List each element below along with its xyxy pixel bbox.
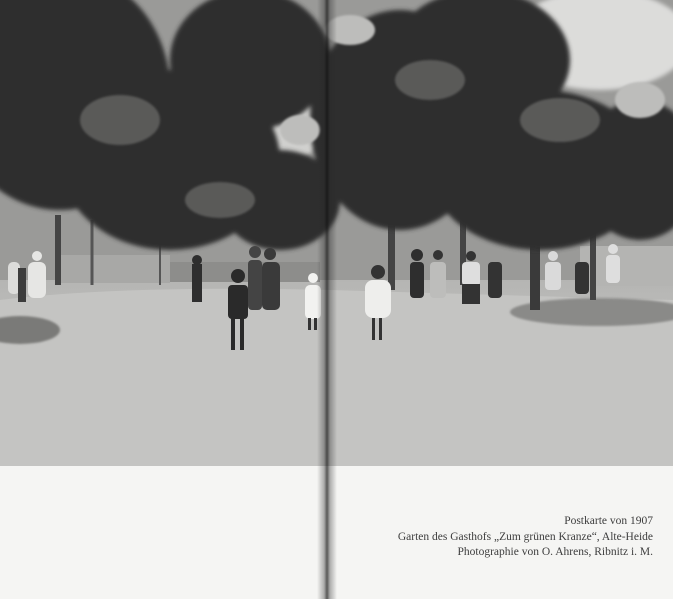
caption-line-postcard: Postkarte von 1907: [564, 515, 653, 527]
caption-line-garden: Garten des Gasthofs „Zum grünen Kranze“, Alte-Heide: [397, 530, 653, 543]
caption-line-photographer: Photographie von O. Ahrens, Ribnitz i. M.: [457, 546, 653, 558]
book-gutter: [317, 0, 337, 599]
photo-caption: [353, 514, 653, 561]
garden-wall: [60, 255, 170, 283]
